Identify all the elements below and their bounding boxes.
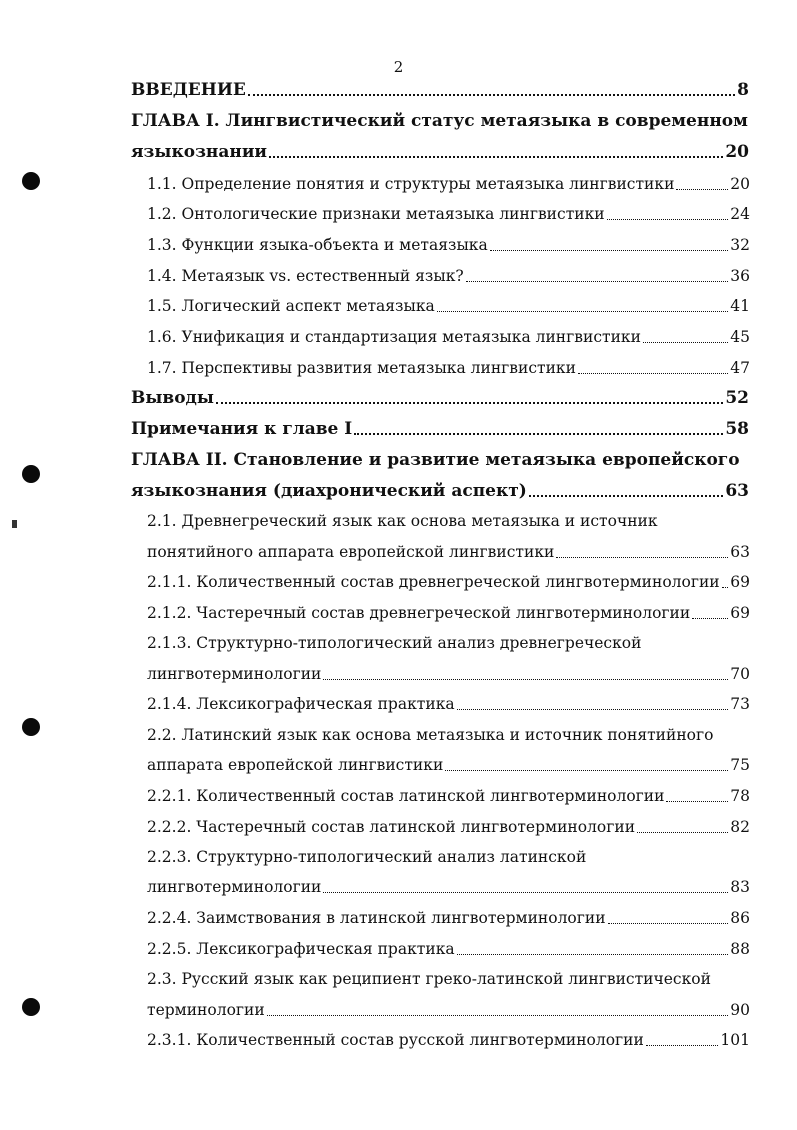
- toc-entry-1-3[interactable]: [147, 233, 750, 257]
- toc-entry-title: 2.1.1. Количественный состав древнегреческой лингвотерминологии: [147, 573, 720, 591]
- toc-entry-title: аппарата европейской лингвистики: [147, 756, 444, 774]
- toc-entry-title: 2.2.1. Количественный состав латинской лингвотерминологии: [147, 787, 665, 805]
- toc-chapter1-title-line1[interactable]: ГЛАВА I. Лингвистический статус метаязыка в современном: [131, 111, 748, 131]
- toc-entry-title: 1.4. Метаязык vs. естественный язык?: [147, 267, 464, 285]
- toc-entry-2-2-line1[interactable]: 2.2. Латинский язык как основа метаязыка и источник понятийного: [147, 726, 714, 744]
- toc-entry-conclusions[interactable]: [131, 386, 749, 410]
- punch-hole: [22, 172, 40, 190]
- toc-entry-2-1-3[interactable]: [147, 662, 750, 686]
- toc-entry-2-1-4[interactable]: [147, 692, 750, 716]
- toc-entry-2-2[interactable]: [147, 753, 750, 777]
- toc-entry-title: 1.6. Унификация и стандартизация метаязыка лингвистики: [147, 328, 641, 346]
- toc-entry-2-3[interactable]: [147, 998, 750, 1022]
- toc-entry-title: языкознании: [131, 142, 268, 162]
- toc-entry-2-2-5[interactable]: [147, 937, 750, 961]
- scan-speck: [12, 520, 17, 528]
- toc-entry-page: 47: [730, 359, 750, 377]
- toc-entry-page: 83: [730, 878, 750, 896]
- toc-entry-title: 1.3. Функции языка-объекта и метаязыка: [147, 236, 488, 254]
- leader-dots: [354, 432, 723, 435]
- leader-dots: [457, 708, 729, 710]
- punch-hole: [22, 718, 40, 736]
- leader-dots: [556, 556, 728, 558]
- toc-entry-page: 63: [730, 543, 750, 561]
- toc-entry-1-6[interactable]: [147, 325, 750, 349]
- leader-dots: [578, 372, 728, 374]
- leader-dots: [437, 310, 729, 312]
- toc-entry-title: 2.2.5. Лексикографическая практика: [147, 940, 455, 958]
- toc-entry-title: 2.3.1. Количественный состав русской лингвотерминологии: [147, 1031, 644, 1049]
- toc-entry-page: 70: [730, 665, 750, 683]
- toc-entry-chapter2[interactable]: [131, 479, 749, 503]
- toc-entry-page: 69: [730, 604, 750, 622]
- leader-dots: [676, 188, 728, 190]
- punch-hole: [22, 465, 40, 483]
- toc-entry-title: Примечания к главе I: [131, 419, 353, 439]
- toc-entry-1-7[interactable]: [147, 356, 750, 380]
- toc-entry-title: лингвотерминологии: [147, 878, 322, 896]
- toc-entry-page: 45: [730, 328, 750, 346]
- toc-entry-title: 1.5. Логический аспект метаязыка: [147, 297, 435, 315]
- toc-entry-title: языкознания (диахронический аспект): [131, 481, 527, 501]
- leader-dots: [607, 218, 729, 220]
- toc-entry-2-2-3[interactable]: [147, 875, 750, 899]
- toc-entry-title: понятийного аппарата европейской лингвистики: [147, 543, 555, 561]
- toc-entry-2-3-line1[interactable]: 2.3. Русский язык как реципиент греко-латинской лингвистической: [147, 970, 711, 988]
- toc-entry-2-2-3-line1[interactable]: 2.2.3. Структурно-типологический анализ латинской: [147, 848, 587, 866]
- toc-entry-page: 101: [720, 1031, 750, 1049]
- punch-hole: [22, 998, 40, 1016]
- toc-entry-2-3-1[interactable]: [147, 1028, 750, 1052]
- toc-entry-1-1[interactable]: [147, 172, 750, 196]
- toc-entry-title: лингвотерминологии: [147, 665, 322, 683]
- leader-dots: [466, 280, 729, 282]
- leader-dots: [692, 617, 728, 619]
- toc-entry-page: 24: [730, 205, 750, 223]
- toc-entry-1-4[interactable]: [147, 264, 750, 288]
- toc-entry-page: 73: [730, 695, 750, 713]
- toc-entry-page: 78: [730, 787, 750, 805]
- toc-entry-page: 20: [725, 142, 749, 162]
- toc-entry-chapter1[interactable]: [131, 140, 749, 164]
- leader-dots: [646, 1044, 719, 1046]
- toc-entry-title: 1.7. Перспективы развития метаязыка лингвистики: [147, 359, 576, 377]
- leader-dots: [457, 953, 729, 955]
- toc-entry-2-2-4[interactable]: [147, 906, 750, 930]
- page-number: 2: [393, 58, 404, 76]
- leader-dots: [643, 341, 728, 343]
- leader-dots: [248, 93, 735, 96]
- toc-entry-2-1[interactable]: [147, 540, 750, 564]
- toc-chapter2-title-line1[interactable]: ГЛАВА II. Становление и развитие метаязыка европейского: [131, 450, 740, 470]
- toc-entry-page: 20: [730, 175, 750, 193]
- toc-entry-title: 1.1. Определение понятия и структуры метаязыка лингвистики: [147, 175, 675, 193]
- toc-entry-page: 90: [730, 1001, 750, 1019]
- leader-dots: [490, 249, 729, 251]
- toc-entry-page: 88: [730, 940, 750, 958]
- toc-entry-page: 75: [730, 756, 750, 774]
- toc-entry-page: 52: [725, 388, 749, 408]
- toc-entry-title: 1.2. Онтологические признаки метаязыка лингвистики: [147, 205, 605, 223]
- toc-entry-page: 8: [737, 80, 749, 100]
- toc-entry-2-1-2[interactable]: [147, 601, 750, 625]
- toc-entry-notes-ch1[interactable]: [131, 417, 749, 441]
- toc-entry-title: Выводы: [131, 388, 214, 408]
- toc-entry-title: 2.2.2. Частеречный состав латинской лингвотерминологии: [147, 818, 636, 836]
- toc-entry-title: ВВЕДЕНИЕ: [131, 80, 246, 100]
- toc-entry-1-2[interactable]: [147, 202, 750, 226]
- toc-entry-title: 2.1.2. Частеречный состав древнегреческой лингвотерминологии: [147, 604, 691, 622]
- toc-entry-2-1-line1[interactable]: 2.1. Древнегреческий язык как основа метаязыка и источник: [147, 512, 658, 530]
- leader-dots: [666, 800, 728, 802]
- toc-entry-1-5[interactable]: [147, 294, 750, 318]
- toc-entry-page: 36: [730, 267, 750, 285]
- toc-entry-page: 41: [730, 297, 750, 315]
- toc-entry-page: 69: [730, 573, 750, 591]
- toc-entry-title: терминологии: [147, 1001, 265, 1019]
- leader-dots: [608, 922, 729, 924]
- toc-entry-introduction[interactable]: [131, 78, 749, 102]
- leader-dots: [267, 1014, 729, 1016]
- toc-entry-page: 82: [730, 818, 750, 836]
- leader-dots: [323, 891, 728, 893]
- leader-dots: [323, 678, 728, 680]
- leader-dots: [445, 769, 728, 771]
- leader-dots: [722, 586, 729, 588]
- leader-dots: [269, 155, 723, 158]
- leader-dots: [216, 401, 723, 404]
- toc-entry-2-2-2[interactable]: [147, 815, 750, 839]
- toc-entry-2-2-1[interactable]: [147, 784, 750, 808]
- toc-entry-title: 2.1.4. Лексикографическая практика: [147, 695, 455, 713]
- leader-dots: [529, 494, 724, 497]
- toc-entry-title: 2.2.4. Заимствования в латинской лингвотерминологии: [147, 909, 606, 927]
- toc-entry-2-1-3-line1[interactable]: 2.1.3. Структурно-типологический анализ древнегреческой: [147, 634, 642, 652]
- toc-entry-2-1-1[interactable]: [147, 570, 750, 594]
- toc-entry-page: 86: [730, 909, 750, 927]
- toc-entry-page: 63: [725, 481, 749, 501]
- toc-entry-page: 58: [725, 419, 749, 439]
- leader-dots: [637, 831, 728, 833]
- toc-entry-page: 32: [730, 236, 750, 254]
